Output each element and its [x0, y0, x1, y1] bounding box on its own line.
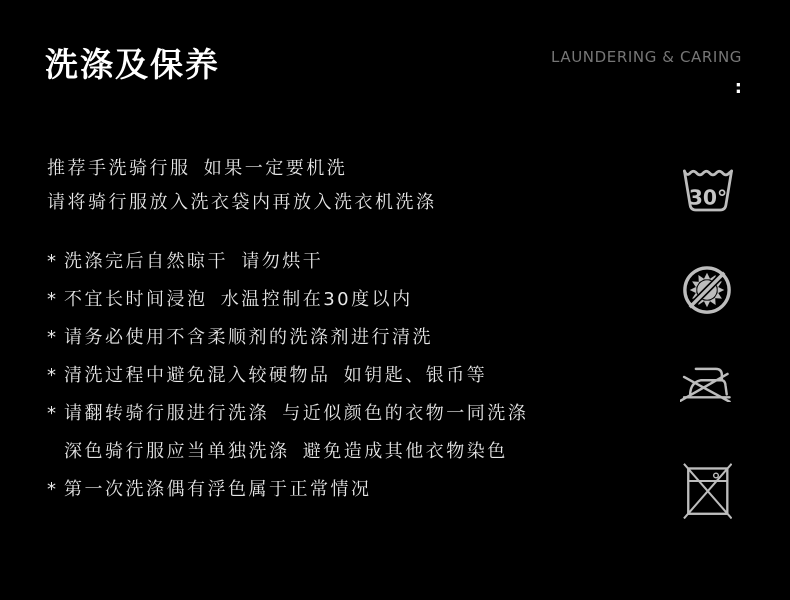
no-ironing-icon: [680, 366, 732, 402]
care-note: [47, 281, 528, 319]
wash-temp-label: 30°: [688, 185, 728, 210]
care-note: [47, 319, 528, 357]
care-note: [47, 395, 528, 433]
note-marker: [47, 433, 64, 471]
no-sun-drying-icon: [683, 266, 731, 314]
note-marker: *: [47, 365, 56, 386]
page-subtitle-en: LAUNDERING & CARING: [551, 48, 742, 66]
subtitle-colon: :: [734, 77, 742, 98]
care-note: [47, 433, 528, 471]
care-notes-list: [47, 243, 528, 509]
note-text: 清洗过程中避免混入较硬物品 如钥匙、银币等: [64, 365, 488, 386]
note-text: 请务必使用不含柔顺剂的洗涤剂进行清洗: [64, 327, 433, 348]
note-text: 洗涤完后自然晾干 请勿烘干: [64, 251, 324, 272]
wash-at-30-degrees-icon: [682, 166, 734, 215]
note-text: 不宜长时间浸泡 水温控制在30度以内: [64, 289, 413, 310]
care-note: [47, 243, 528, 281]
note-marker: *: [47, 289, 56, 310]
care-note: [47, 357, 528, 395]
intro-paragraph: [47, 152, 437, 220]
no-machine-wash-icon: [682, 463, 732, 519]
care-note: [47, 471, 528, 509]
note-text: 请翻转骑行服进行洗涤 与近似颜色的衣物一同洗涤: [64, 403, 529, 424]
page-subtitle-block: [551, 48, 742, 97]
page-title: 洗涤及保养: [45, 45, 220, 84]
note-marker: *: [47, 251, 56, 272]
note-text: 深色骑行服应当单独洗涤 避免造成其他衣物染色: [64, 441, 508, 462]
note-marker: *: [47, 403, 56, 424]
note-marker: *: [47, 479, 56, 500]
intro-line: 推荐手洗骑行服 如果一定要机洗: [47, 158, 348, 179]
note-marker: *: [47, 327, 56, 348]
note-text: 第一次洗涤偶有浮色属于正常情况: [64, 479, 372, 500]
intro-line: 请将骑行服放入洗衣袋内再放入洗衣机洗涤: [47, 192, 437, 213]
